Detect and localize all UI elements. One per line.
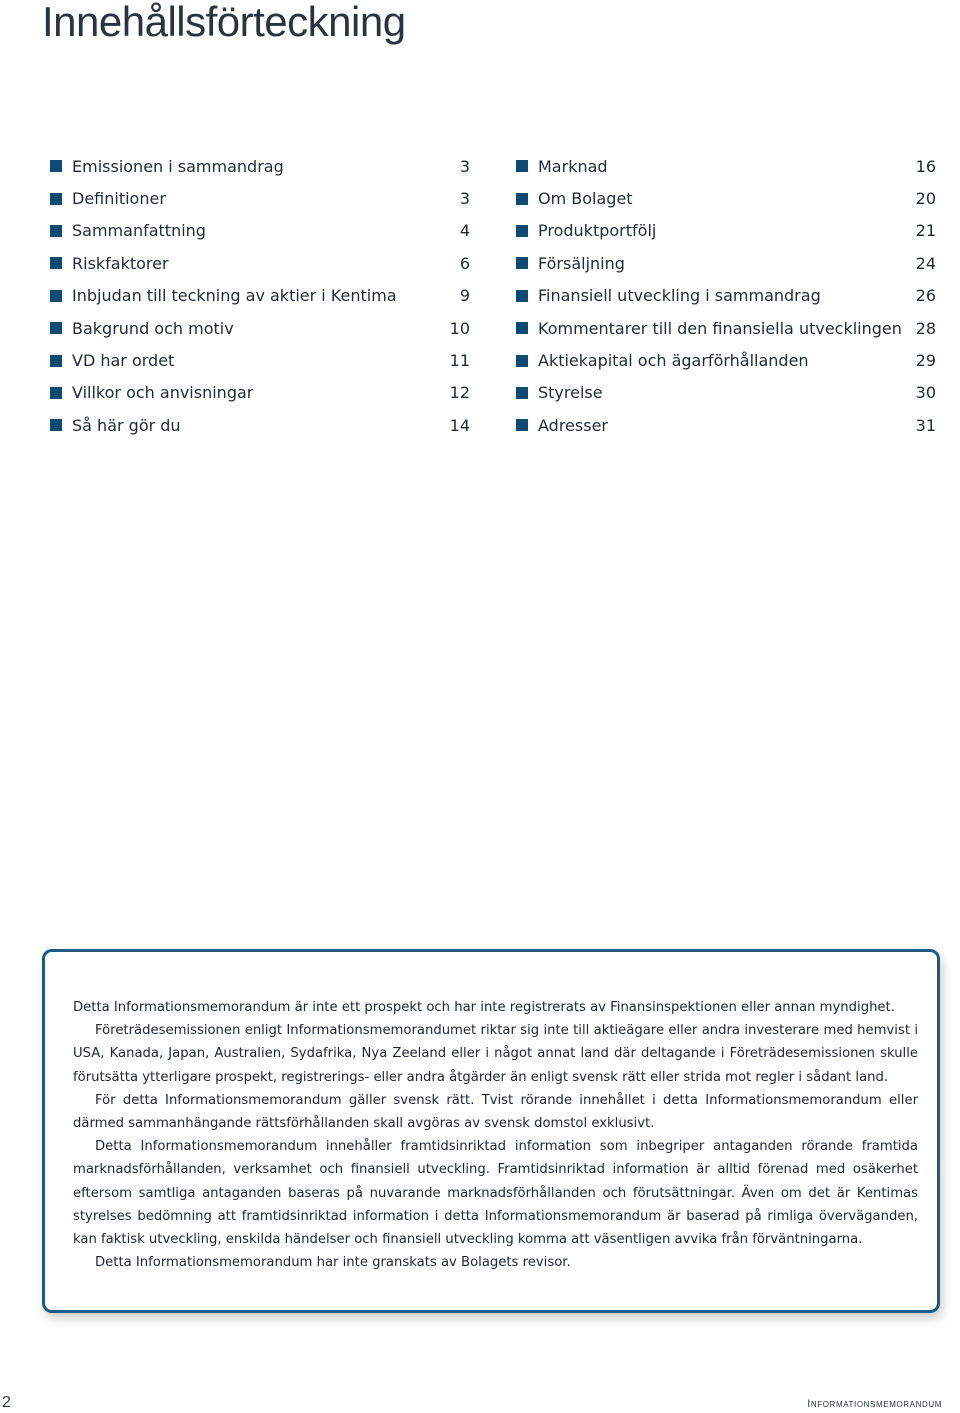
disclaimer-paragraph: Företrädesemissionen enligt Informationsmemorandumet riktar sig inte till aktieägare eller andra investerare med hemvist i USA, Kanada, Japan, Australien, Sydafrika, Nya Zeeland eller i något annat land där deltagande i Företrädesemissionen skulle förutsätta ytterligare prospekt, registrerings- eller andra åtgärder än enligt svensk rätt eller strida mot regler i sådant land. bbox=[73, 1023, 918, 1085]
toc-entry-label: Emissionen i sammandrag bbox=[72, 156, 284, 176]
toc-entry-page: 30 bbox=[915, 383, 936, 403]
toc-entry-label: Inbjudan till teckning av aktier i Kentima bbox=[72, 286, 397, 306]
toc-entry[interactable] bbox=[516, 377, 936, 409]
toc-entry-page: 3 bbox=[459, 156, 470, 176]
square-bullet-icon bbox=[50, 160, 62, 172]
toc-entry[interactable] bbox=[516, 247, 936, 279]
toc-entry-page: 9 bbox=[459, 286, 470, 306]
disclaimer-paragraph: Detta Informationsmemorandum har inte granskats av Bolagets revisor. bbox=[95, 1255, 571, 1271]
toc-entry-label: Villkor och anvisningar bbox=[72, 383, 254, 403]
toc-entry-page: 16 bbox=[915, 156, 936, 176]
toc-entry[interactable] bbox=[50, 247, 470, 279]
square-bullet-icon bbox=[50, 193, 62, 205]
square-bullet-icon bbox=[50, 225, 62, 237]
toc-entry-page: 3 bbox=[459, 189, 470, 209]
square-bullet-icon bbox=[50, 419, 62, 431]
toc-entry-page: 10 bbox=[449, 318, 470, 338]
disclaimer-paragraph: Detta Informationsmemorandum innehåller framtidsinriktad information som inbegriper antaganden rörande framtida marknadsförhållanden, verksamhet och finansiell utveckling. Framtidsinriktad information är alltid förenad med osäkerhet eftersom samtliga antaganden baseras på nuvarande marknadsförhållanden och förutsättningar. Även om det är Kentimas styrelses bedömning att framtidsinriktad information i detta Informationsmemorandum är baserad på rimliga överväganden, kan faktisk utveckling, enskilda händelser och finansiell utveckling komma att väsentligen avvika från förväntningarna. bbox=[73, 1139, 918, 1248]
toc-entry[interactable] bbox=[50, 312, 470, 344]
toc-entry-label: Definitioner bbox=[72, 189, 166, 209]
footer-page-number: 2 bbox=[2, 1394, 11, 1411]
toc-entry-label: Sammanfattning bbox=[72, 221, 206, 241]
square-bullet-icon bbox=[516, 387, 528, 399]
square-bullet-icon bbox=[516, 193, 528, 205]
square-bullet-icon bbox=[516, 225, 528, 237]
toc-entry-page: 20 bbox=[915, 189, 936, 209]
toc-entry-label: Så här gör du bbox=[72, 415, 181, 435]
toc-entry-page: 14 bbox=[449, 415, 470, 435]
toc-entry[interactable] bbox=[50, 280, 470, 312]
disclaimer-box bbox=[42, 949, 940, 1313]
toc-entry-page: 12 bbox=[449, 383, 470, 403]
toc-entry[interactable] bbox=[50, 344, 470, 376]
toc-entry[interactable] bbox=[516, 182, 936, 214]
toc-entry[interactable] bbox=[516, 215, 936, 247]
toc-entry[interactable] bbox=[50, 377, 470, 409]
square-bullet-icon bbox=[516, 419, 528, 431]
square-bullet-icon bbox=[516, 257, 528, 269]
toc-entry-page: 24 bbox=[915, 253, 936, 273]
toc-entry-page: 21 bbox=[915, 221, 936, 241]
square-bullet-icon bbox=[516, 290, 528, 302]
square-bullet-icon bbox=[50, 322, 62, 334]
toc-entry-label: Finansiell utveckling i sammandrag bbox=[538, 286, 821, 306]
footer-document-title: Informationsmemorandum bbox=[807, 1398, 942, 1410]
square-bullet-icon bbox=[50, 355, 62, 367]
toc-entry-label: Produktportfölj bbox=[538, 221, 657, 241]
toc-entry[interactable] bbox=[516, 280, 936, 312]
toc-entry-label: VD har ordet bbox=[72, 351, 175, 371]
toc-entry-label: Marknad bbox=[538, 156, 608, 176]
toc-entry-page: 6 bbox=[459, 253, 470, 273]
toc-entry-label: Om Bolaget bbox=[538, 189, 633, 209]
toc-entry-page: 4 bbox=[459, 221, 470, 241]
toc-entry[interactable] bbox=[516, 150, 936, 182]
toc-entry[interactable] bbox=[50, 215, 470, 247]
toc-entry[interactable] bbox=[516, 409, 936, 441]
toc-entry-page: 28 bbox=[915, 318, 936, 338]
toc-entry-label: Bakgrund och motiv bbox=[72, 318, 234, 338]
toc-entry[interactable] bbox=[516, 312, 936, 344]
page-title: Innehållsförteckning bbox=[42, 0, 406, 45]
square-bullet-icon bbox=[50, 387, 62, 399]
square-bullet-icon bbox=[516, 322, 528, 334]
toc-entry-label: Riskfaktorer bbox=[72, 253, 169, 273]
toc-left-column bbox=[50, 150, 470, 442]
square-bullet-icon bbox=[516, 355, 528, 367]
toc-entry-page: 11 bbox=[449, 351, 470, 371]
disclaimer-paragraph: Detta Informationsmemorandum är inte ett prospekt och har inte registrerats av Finansinspektionen eller annan myndighet. bbox=[73, 1000, 895, 1015]
square-bullet-icon bbox=[50, 257, 62, 269]
square-bullet-icon bbox=[516, 160, 528, 172]
toc-entry[interactable] bbox=[50, 182, 470, 214]
toc-entry-label: Aktiekapital och ägarförhållanden bbox=[538, 351, 809, 371]
toc-entry-label: Adresser bbox=[538, 415, 608, 435]
toc-entry-page: 29 bbox=[915, 351, 936, 371]
disclaimer-paragraph: För detta Informationsmemorandum gäller svensk rätt. Tvist rörande innehållet i detta Informationsmemorandum eller därmed sammanhängande rättsförhållanden skall avgöras av svensk domstol exklusivt. bbox=[73, 1092, 918, 1132]
toc-entry-page: 26 bbox=[915, 286, 936, 306]
disclaimer-text bbox=[73, 996, 918, 1274]
toc-entry[interactable] bbox=[50, 150, 470, 182]
toc-entry[interactable] bbox=[50, 409, 470, 441]
toc-entry[interactable] bbox=[516, 344, 936, 376]
square-bullet-icon bbox=[50, 290, 62, 302]
toc-entry-label: Styrelse bbox=[538, 383, 603, 403]
toc-entry-label: Försäljning bbox=[538, 253, 625, 273]
toc-right-column bbox=[516, 150, 936, 442]
toc-entry-label: Kommentarer till den finansiella utvecklingen bbox=[538, 318, 902, 338]
toc-entry-page: 31 bbox=[915, 415, 936, 435]
